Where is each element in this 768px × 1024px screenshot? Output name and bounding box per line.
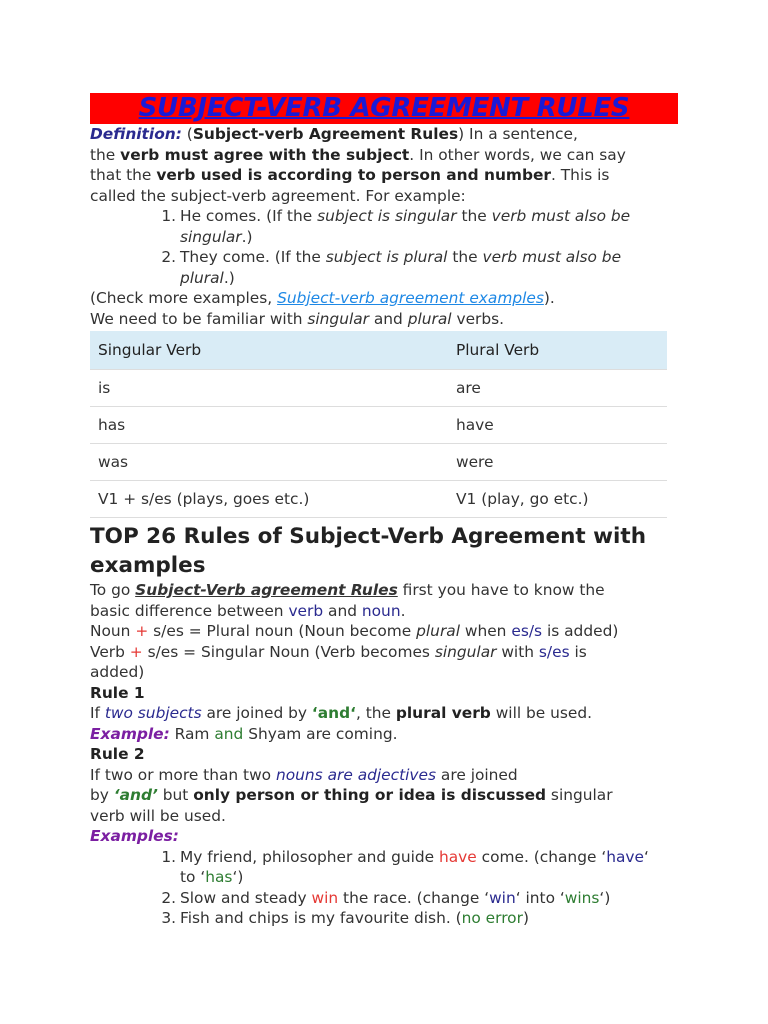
table-header-plural: Plural Verb: [448, 331, 667, 370]
document-page: [90, 93, 678, 929]
verb-rule-line-cont: added): [90, 663, 145, 681]
familiar-line: We need to be familiar with singular and plural verbs.: [90, 309, 505, 328]
table-header-row: [90, 331, 667, 370]
definition-line-1: Definition: (Subject-verb Agreement Rules) In a sentence,: [90, 125, 578, 143]
check-more-line: (Check more examples, Subject-verb agreement examples).: [90, 289, 555, 307]
definition-line-3: that the verb used is according to person and number. This is: [90, 166, 610, 184]
rule-2-text-3: verb will be used.: [90, 806, 226, 825]
list-item: 1. He comes. (If the subject is singular the verb must also be: [161, 207, 631, 225]
list-item: 1. My friend, philosopher and guide have come. (change ‘have‘: [161, 847, 649, 866]
section-heading: TOP 26 Rules of Subject-Verb Agreement with examples: [90, 524, 646, 578]
verb-rule-line: Verb + s/es = Singular Noun (Verb becomes singular with s/es is: [90, 642, 587, 661]
table-row: V1 + s/es (plays, goes etc.) V1 (play, go etc.): [90, 481, 667, 518]
rule-1-heading: Rule 1: [90, 683, 145, 702]
example-list-1: [90, 206, 678, 288]
noun-rule-line: Noun + s/es = Plural noun (Noun become plural when es/s is added): [90, 622, 619, 640]
list-item-continuation: plural.): [180, 268, 235, 287]
list-item-continuation: singular.): [180, 227, 253, 246]
definition-label: Definition:: [90, 125, 182, 143]
rule-2-text-2: by ‘and’ but only person or thing or idea is discussed singular: [90, 786, 613, 804]
intro-line-1: To go Subject-Verb agreement Rules first you have to know the: [90, 581, 605, 599]
table-row: is are: [90, 370, 667, 407]
definition-line-4: called the subject-verb agreement. For example:: [90, 186, 466, 205]
list-item: 3. Fish and chips is my favourite dish. (no error): [161, 909, 529, 927]
table-row: was were: [90, 444, 667, 481]
list-item: 2. They come. (If the subject is plural the verb must also be: [161, 248, 622, 266]
rule-1-text: If two subjects are joined by ‘and‘, the plural verb will be used.: [90, 704, 593, 722]
list-item: 2. Slow and steady win the race. (change ‘win‘ into ‘wins‘): [161, 888, 611, 907]
rule-1-example: Example: Ram and Shyam are coming.: [90, 724, 398, 743]
examples-link[interactable]: Subject-verb agreement examples: [277, 289, 544, 307]
rule-2-heading: Rule 2: [90, 745, 145, 763]
verb-table: [90, 331, 667, 518]
table-row: has have: [90, 407, 667, 444]
definition-term: Subject-verb Agreement Rules: [192, 125, 459, 143]
rule-2-text-1: If two or more than two nouns are adjectives are joined: [90, 765, 518, 784]
intro-line-2: basic difference between verb and noun.: [90, 601, 406, 620]
example-list-2: [90, 847, 678, 929]
rule-2-examples-label: Examples:: [90, 827, 179, 845]
list-item-continuation: to ‘has‘): [180, 868, 244, 886]
definition-line-2: the verb must agree with the subject. In other words, we can say: [90, 145, 626, 164]
page-title: SUBJECT-VERB AGREEMENT RULES: [90, 93, 678, 124]
table-header-singular: Singular Verb: [90, 331, 448, 370]
